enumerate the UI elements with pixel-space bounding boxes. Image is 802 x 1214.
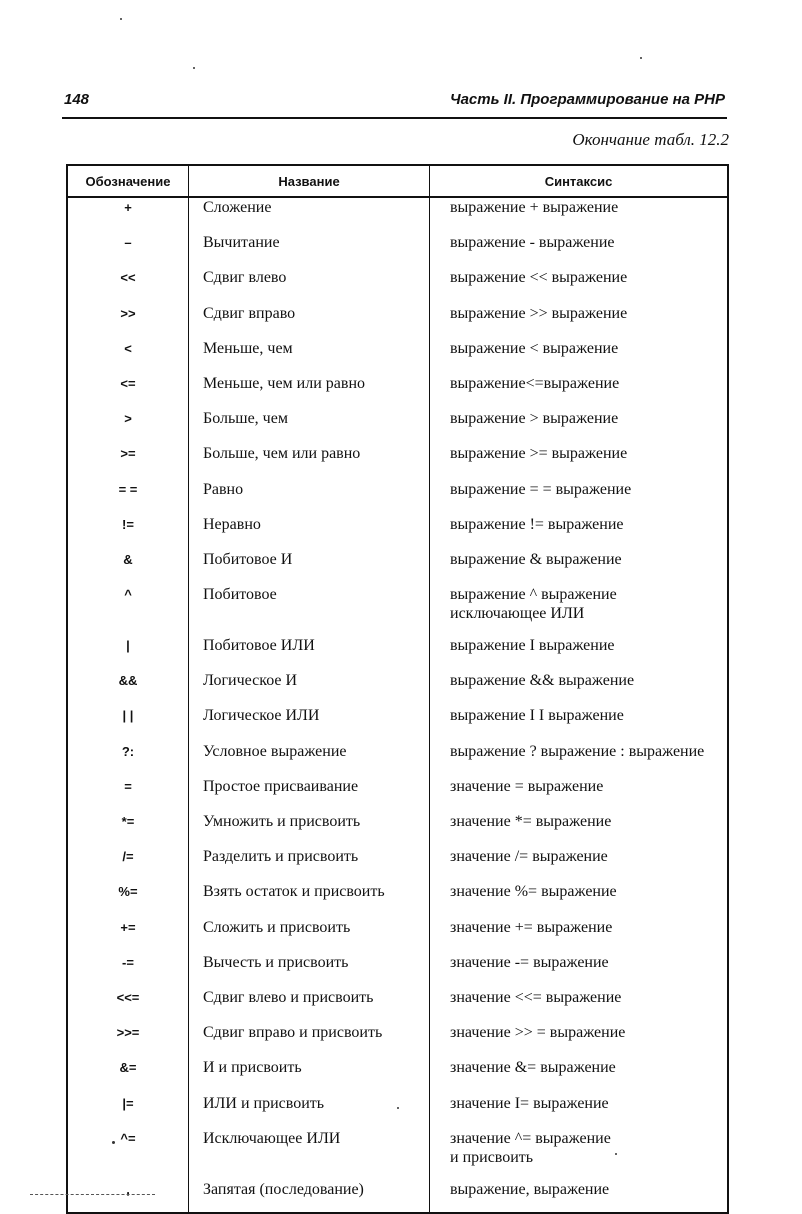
operator-name: Сдвиг влево bbox=[189, 263, 430, 298]
bottom-rule bbox=[30, 1194, 155, 1195]
operator-name: Сдвиг влево и присвоить bbox=[189, 983, 430, 1018]
operator-syntax bbox=[430, 842, 729, 877]
operator-symbol: & bbox=[67, 545, 189, 580]
operator-name: Меньше, чем или равно bbox=[189, 369, 430, 404]
operator-syntax bbox=[430, 737, 729, 772]
operator-symbol: -= bbox=[67, 948, 189, 983]
table-row bbox=[67, 948, 728, 983]
operator-syntax bbox=[430, 948, 729, 983]
operator-name: Простое присваивание bbox=[189, 772, 430, 807]
table-row bbox=[67, 737, 728, 772]
table-row bbox=[67, 439, 728, 474]
operator-syntax bbox=[430, 334, 729, 369]
operator-symbol: != bbox=[67, 510, 189, 545]
operators-table bbox=[66, 164, 729, 1214]
operator-syntax bbox=[430, 666, 729, 701]
syntax-line: значение += выражение bbox=[450, 918, 613, 936]
scan-speck bbox=[640, 57, 642, 59]
operator-name: Побитовое ИЛИ bbox=[189, 631, 430, 666]
operator-symbol: = = bbox=[67, 475, 189, 510]
operator-name: Побитовое И bbox=[189, 545, 430, 580]
table-row bbox=[67, 807, 728, 842]
syntax-line-2: и присвоить bbox=[450, 1148, 534, 1166]
operator-syntax bbox=[430, 1053, 729, 1088]
operator-symbol: = bbox=[67, 772, 189, 807]
table-row bbox=[67, 228, 728, 263]
operator-syntax bbox=[430, 263, 729, 298]
operator-syntax bbox=[430, 369, 729, 404]
operator-name: И и присвоить bbox=[189, 1053, 430, 1088]
operator-symbol: |= bbox=[67, 1089, 189, 1124]
syntax-line: выражение & выражение bbox=[450, 550, 622, 568]
syntax-line: выражение - выражение bbox=[450, 234, 615, 252]
operator-syntax bbox=[430, 439, 729, 474]
operator-name: Больше, чем bbox=[189, 404, 430, 439]
operator-name: Запятая (последование) bbox=[189, 1175, 430, 1213]
operator-syntax bbox=[430, 580, 729, 631]
header-rule bbox=[62, 117, 727, 119]
operator-syntax bbox=[430, 475, 729, 510]
operator-symbol: – bbox=[67, 228, 189, 263]
table-row bbox=[67, 631, 728, 666]
column-header-symbol: Обозначение bbox=[67, 165, 189, 197]
syntax-line: значение >> = выражение bbox=[450, 1024, 626, 1042]
syntax-line: значение = выражение bbox=[450, 777, 604, 795]
syntax-line: значение *= выражение bbox=[450, 813, 612, 830]
table-row bbox=[67, 1175, 728, 1213]
syntax-line: выражение > выражение bbox=[450, 410, 619, 428]
table-row bbox=[67, 983, 728, 1018]
operator-symbol: ^ bbox=[67, 580, 189, 631]
operator-symbol: >= bbox=[67, 439, 189, 474]
table-row bbox=[67, 580, 728, 631]
operator-symbol: | bbox=[67, 631, 189, 666]
syntax-line: значение I= выражение bbox=[450, 1094, 609, 1112]
operator-symbol: <= bbox=[67, 369, 189, 404]
scan-speck bbox=[193, 67, 195, 69]
table-row bbox=[67, 197, 728, 228]
operator-symbol: >> bbox=[67, 299, 189, 334]
operator-symbol: && bbox=[67, 666, 189, 701]
operator-symbol: %= bbox=[67, 877, 189, 912]
column-header-name: Название bbox=[189, 165, 430, 197]
operator-name: Исключающее ИЛИ bbox=[189, 1124, 430, 1175]
operator-name: Разделить и присвоить bbox=[189, 842, 430, 877]
operator-symbol: | | bbox=[67, 701, 189, 736]
table-row bbox=[67, 334, 728, 369]
table-row bbox=[67, 1018, 728, 1053]
syntax-line: значение &= выражение bbox=[450, 1059, 616, 1077]
operator-symbol: < bbox=[67, 334, 189, 369]
syntax-line: выражение >> выражение bbox=[450, 304, 628, 322]
scan-speck bbox=[615, 1153, 617, 1155]
table-row bbox=[67, 510, 728, 545]
syntax-line: выражение<=выражение bbox=[450, 374, 620, 392]
operator-name: Вычитание bbox=[189, 228, 430, 263]
operator-syntax bbox=[430, 631, 729, 666]
operator-syntax bbox=[430, 1124, 729, 1175]
operator-symbol: + bbox=[67, 197, 189, 228]
running-head bbox=[62, 88, 727, 114]
operator-symbol: > bbox=[67, 404, 189, 439]
operator-symbol: >>= bbox=[67, 1018, 189, 1053]
table-row bbox=[67, 263, 728, 298]
operator-symbol: , bbox=[67, 1175, 189, 1213]
operator-symbol: <<= bbox=[67, 983, 189, 1018]
operator-syntax bbox=[430, 545, 729, 580]
operator-syntax bbox=[430, 1089, 729, 1124]
operator-name: ИЛИ и присвоить bbox=[189, 1089, 430, 1124]
syntax-line-2: исключающее ИЛИ bbox=[450, 605, 585, 623]
operator-syntax bbox=[430, 299, 729, 334]
table-row bbox=[67, 666, 728, 701]
operator-syntax bbox=[430, 197, 729, 228]
scan-speck bbox=[120, 18, 122, 20]
column-header-syntax: Синтаксис bbox=[430, 165, 729, 197]
syntax-line: значение ^= выражение bbox=[450, 1129, 611, 1147]
syntax-line: выражение + выражение bbox=[450, 199, 619, 216]
table-caption: Окончание табл. 12.2 bbox=[572, 130, 729, 149]
operator-syntax bbox=[430, 1018, 729, 1053]
table-header-row bbox=[67, 165, 728, 197]
operator-syntax bbox=[430, 404, 729, 439]
operator-syntax bbox=[430, 807, 729, 842]
operator-syntax bbox=[430, 228, 729, 263]
table-row bbox=[67, 299, 728, 334]
operator-syntax bbox=[430, 1175, 729, 1213]
page-number: 148 bbox=[64, 91, 90, 108]
table-row bbox=[67, 772, 728, 807]
operator-syntax bbox=[430, 877, 729, 912]
operator-name: Неравно bbox=[189, 510, 430, 545]
table-body bbox=[67, 197, 728, 1213]
syntax-line: выражение = = выражение bbox=[450, 480, 632, 498]
operator-name: Равно bbox=[189, 475, 430, 510]
syntax-line: выражение ^ выражение bbox=[450, 586, 617, 604]
syntax-line: выражение != выражение bbox=[450, 515, 624, 533]
operator-symbol: << bbox=[67, 263, 189, 298]
operator-syntax bbox=[430, 913, 729, 948]
syntax-line: выражение ? выражение : выражение bbox=[450, 742, 705, 760]
operator-name: Сдвиг вправо и присвоить bbox=[189, 1018, 430, 1053]
syntax-line: выражение I выражение bbox=[450, 637, 615, 655]
table-row bbox=[67, 913, 728, 948]
operator-name: Условное выражение bbox=[189, 737, 430, 772]
syntax-line: значение /= выражение bbox=[450, 848, 608, 866]
operator-syntax bbox=[430, 983, 729, 1018]
operator-syntax bbox=[430, 510, 729, 545]
table-row bbox=[67, 475, 728, 510]
syntax-line: значение <<= выражение bbox=[450, 988, 622, 1006]
operator-name: Побитовое bbox=[189, 580, 430, 631]
operator-name: Сдвиг вправо bbox=[189, 299, 430, 334]
table-row bbox=[67, 842, 728, 877]
syntax-line: выражение >= выражение bbox=[450, 445, 628, 463]
syntax-line: значение -= выражение bbox=[450, 953, 609, 971]
table-row bbox=[67, 1124, 728, 1175]
syntax-line: выражение I I выражение bbox=[450, 707, 624, 725]
operator-name: Логическое И bbox=[189, 666, 430, 701]
operator-name: Меньше, чем bbox=[189, 334, 430, 369]
operator-symbol: ?: bbox=[67, 737, 189, 772]
table-row bbox=[67, 877, 728, 912]
operator-name: Больше, чем или равно bbox=[189, 439, 430, 474]
operator-symbol: /= bbox=[67, 842, 189, 877]
operator-symbol: ^= bbox=[67, 1124, 189, 1175]
table-row bbox=[67, 1053, 728, 1088]
syntax-line: выражение < выражение bbox=[450, 339, 619, 357]
syntax-line: выражение << выражение bbox=[450, 269, 628, 287]
syntax-line: значение %= выражение bbox=[450, 883, 617, 901]
operator-syntax bbox=[430, 701, 729, 736]
scan-speck bbox=[112, 1141, 115, 1144]
syntax-line: выражение && выражение bbox=[450, 672, 635, 690]
table-row bbox=[67, 369, 728, 404]
operator-name: Умножить и присвоить bbox=[189, 807, 430, 842]
table-row bbox=[67, 701, 728, 736]
operator-symbol: *= bbox=[67, 807, 189, 842]
scan-speck bbox=[397, 1107, 399, 1109]
operator-name: Логическое ИЛИ bbox=[189, 701, 430, 736]
operator-syntax bbox=[430, 772, 729, 807]
operator-name: Вычесть и присвоить bbox=[189, 948, 430, 983]
operator-name: Сложение bbox=[189, 197, 430, 228]
operator-symbol: &= bbox=[67, 1053, 189, 1088]
operator-symbol: += bbox=[67, 913, 189, 948]
chapter-title: Часть II. Программирование на PHP bbox=[449, 91, 725, 108]
syntax-line: выражение, выражение bbox=[450, 1180, 610, 1198]
operator-name: Сложить и присвоить bbox=[189, 913, 430, 948]
table-row bbox=[67, 404, 728, 439]
operator-name: Взять остаток и присвоить bbox=[189, 877, 430, 912]
table-row bbox=[67, 545, 728, 580]
